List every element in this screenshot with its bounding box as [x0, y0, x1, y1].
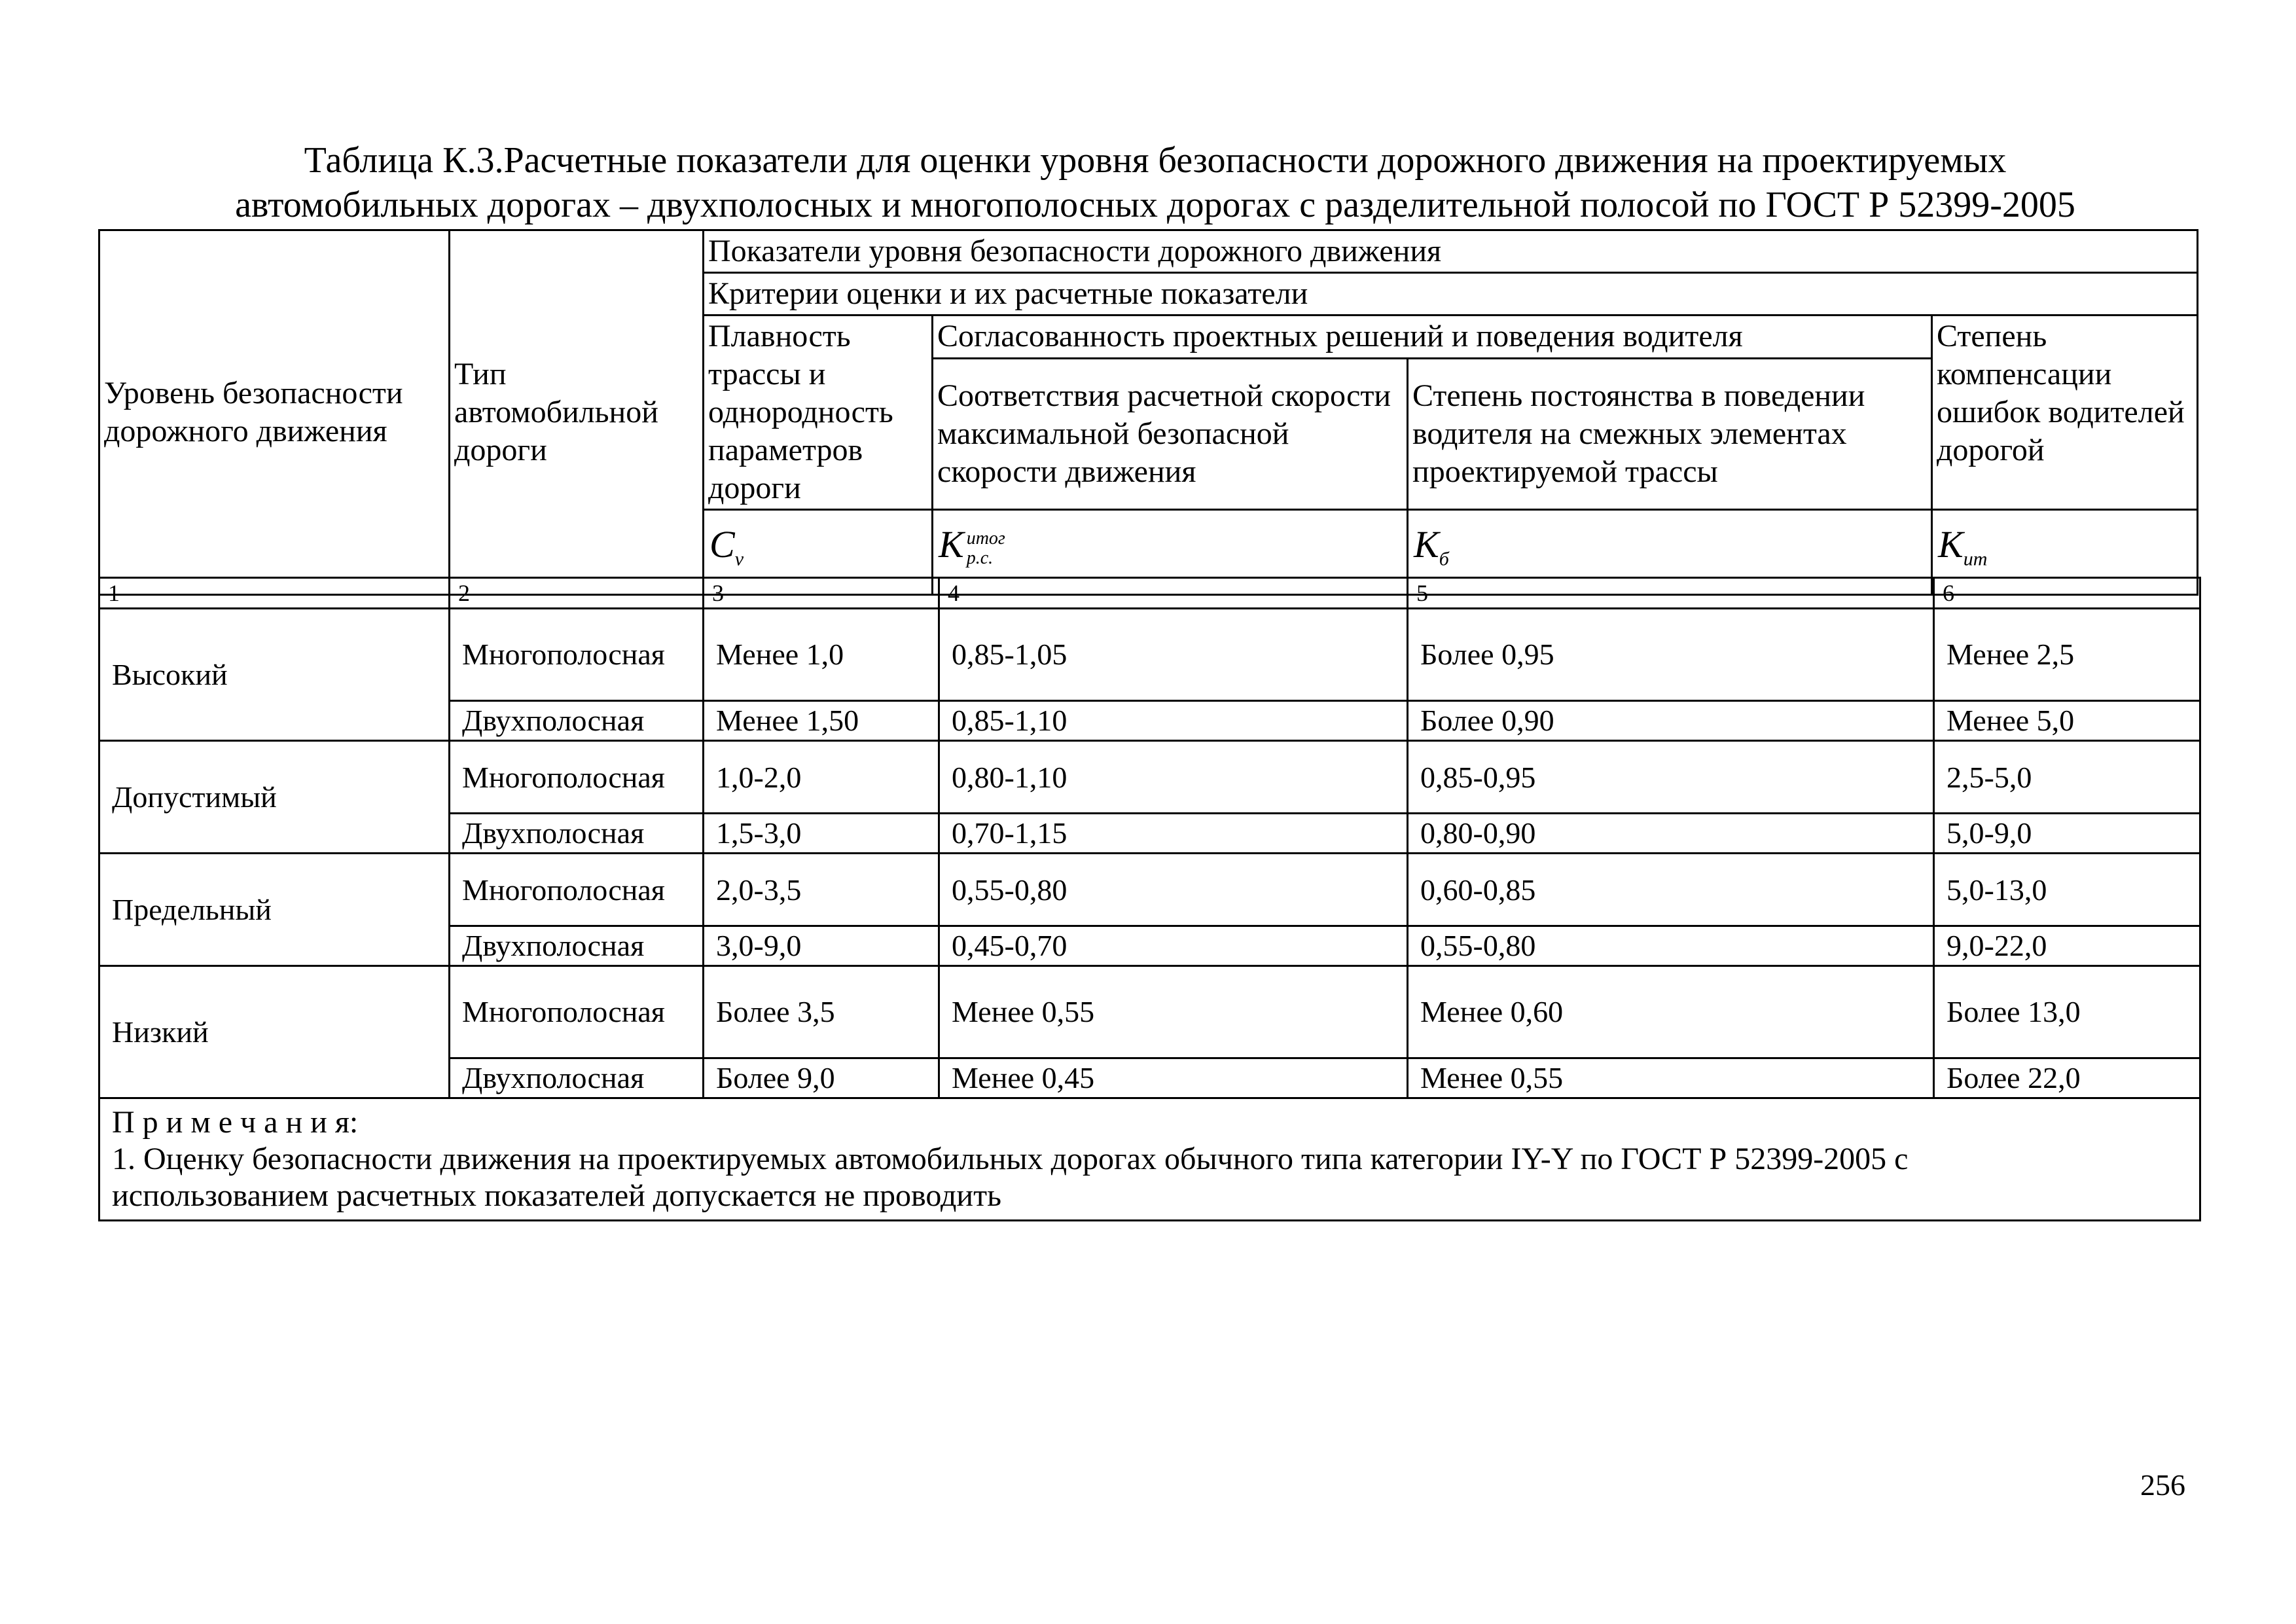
- road-type-cell: Двухполосная: [450, 926, 704, 966]
- notes-heading: П р и м е ч а н и я:: [112, 1105, 359, 1140]
- value-cell: 0,70-1,15: [939, 814, 1408, 854]
- road-type-cell: Двухполосная: [450, 701, 704, 741]
- value-cell: Менее 0,55: [939, 966, 1408, 1058]
- road-type-cell: Двухполосная: [450, 1058, 704, 1098]
- value-cell: 0,55-0,80: [1408, 926, 1934, 966]
- table-row: [99, 966, 2200, 1058]
- level-cell: Допустимый: [99, 741, 450, 854]
- header-speed-match: Соответствия расчетной скорости максимальной безопасной скорости движения: [933, 358, 1408, 509]
- value-cell: Менее 2,5: [1934, 609, 2200, 701]
- header-table: [98, 229, 2198, 596]
- value-cell: 0,60-0,85: [1408, 854, 1934, 926]
- column-number: 1: [99, 578, 450, 609]
- header-constancy: Степень постоянства в поведении водителя на смежных элементах проектируемой трассы: [1408, 358, 1932, 509]
- values-table: [98, 577, 2201, 1221]
- value-cell: 0,85-1,10: [939, 701, 1408, 741]
- value-cell: Менее 5,0: [1934, 701, 2200, 741]
- notes-cell: [99, 1098, 2200, 1221]
- notes-row: [99, 1098, 2200, 1221]
- symbol-krs: K итог р.с.: [933, 510, 1408, 595]
- value-cell: Более 22,0: [1934, 1058, 2200, 1098]
- value-cell: Более 9,0: [704, 1058, 939, 1098]
- value-cell: 0,45-0,70: [939, 926, 1408, 966]
- value-cell: 0,80-0,90: [1408, 814, 1934, 854]
- symbol-kb: $K_б$: [1408, 510, 1932, 595]
- value-cell: Менее 0,60: [1408, 966, 1934, 1058]
- value-cell: Менее 1,50: [704, 701, 939, 741]
- symbol-kit: $K_{ит}$: [1932, 510, 2198, 595]
- column-number: 4: [939, 578, 1408, 609]
- value-cell: 0,55-0,80: [939, 854, 1408, 926]
- table-row: [99, 854, 2200, 926]
- value-cell: Более 0,95: [1408, 609, 1934, 701]
- table-row: [99, 741, 2200, 814]
- value-cell: Более 0,90: [1408, 701, 1934, 741]
- header-road-type: Тип автомобильной дороги: [450, 230, 704, 595]
- page-number: 256: [2140, 1468, 2185, 1502]
- column-numbers-row: [99, 578, 2200, 609]
- value-cell: Менее 0,55: [1408, 1058, 1934, 1098]
- value-cell: Менее 1,0: [704, 609, 939, 701]
- value-cell: 0,85-1,05: [939, 609, 1408, 701]
- header-consistency: Согласованность проектных решений и поведения водителя: [933, 316, 1932, 359]
- road-type-cell: Двухполосная: [450, 814, 704, 854]
- value-cell: 9,0-22,0: [1934, 926, 2200, 966]
- notes-line-2: использованием расчетных показателей допускается не проводить: [112, 1178, 1001, 1213]
- header-compensation: Степень компенсации ошибок водителей дорогой: [1932, 316, 2198, 510]
- value-cell: 2,0-3,5: [704, 854, 939, 926]
- value-cell: 0,85-0,95: [1408, 741, 1934, 814]
- header-smoothness: Плавность трассы и однородность параметров дороги: [704, 316, 933, 510]
- column-number: 5: [1408, 578, 1934, 609]
- road-type-cell: Многополосная: [450, 854, 704, 926]
- column-number: 6: [1934, 578, 2200, 609]
- value-cell: Более 3,5: [704, 966, 939, 1058]
- value-cell: Более 13,0: [1934, 966, 2200, 1058]
- value-cell: 5,0-13,0: [1934, 854, 2200, 926]
- column-number: 2: [450, 578, 704, 609]
- road-type-cell: Многополосная: [450, 741, 704, 814]
- column-number: 3: [704, 578, 939, 609]
- table-title-line-1: Таблица К.3.Расчетные показатели для оценки уровня безопасности дорожного движения на проектируемых: [304, 140, 2007, 181]
- symbol-cv: $C_v$: [704, 510, 933, 595]
- level-cell: Высокий: [99, 609, 450, 741]
- table-title-line-2: автомобильных дорогах – двухполосных и многополосных дорогах с разделительной полосой по ГОСТ Р 52399-2005: [235, 185, 2075, 225]
- road-type-cell: Многополосная: [450, 966, 704, 1058]
- level-cell: Предельный: [99, 854, 450, 966]
- road-type-cell: Многополосная: [450, 609, 704, 701]
- header-level: Уровень безопасности дорожного движения: [99, 230, 450, 595]
- table-row: [99, 609, 2200, 701]
- level-cell: Низкий: [99, 966, 450, 1098]
- value-cell: 0,80-1,10: [939, 741, 1408, 814]
- value-cell: 1,5-3,0: [704, 814, 939, 854]
- value-cell: Менее 0,45: [939, 1058, 1408, 1098]
- value-cell: 2,5-5,0: [1934, 741, 2200, 814]
- notes-line-1: 1. Оценку безопасности движения на проектируемых автомобильных дорогах обычного типа категории IY-Y по ГОСТ Р 52399-2005 с: [112, 1142, 1909, 1176]
- value-cell: 3,0-9,0: [704, 926, 939, 966]
- header-indicators: Показатели уровня безопасности дорожного движения: [704, 230, 2198, 273]
- value-cell: 5,0-9,0: [1934, 814, 2200, 854]
- value-cell: 1,0-2,0: [704, 741, 939, 814]
- header-criteria: Критерии оценки и их расчетные показатели: [704, 273, 2198, 316]
